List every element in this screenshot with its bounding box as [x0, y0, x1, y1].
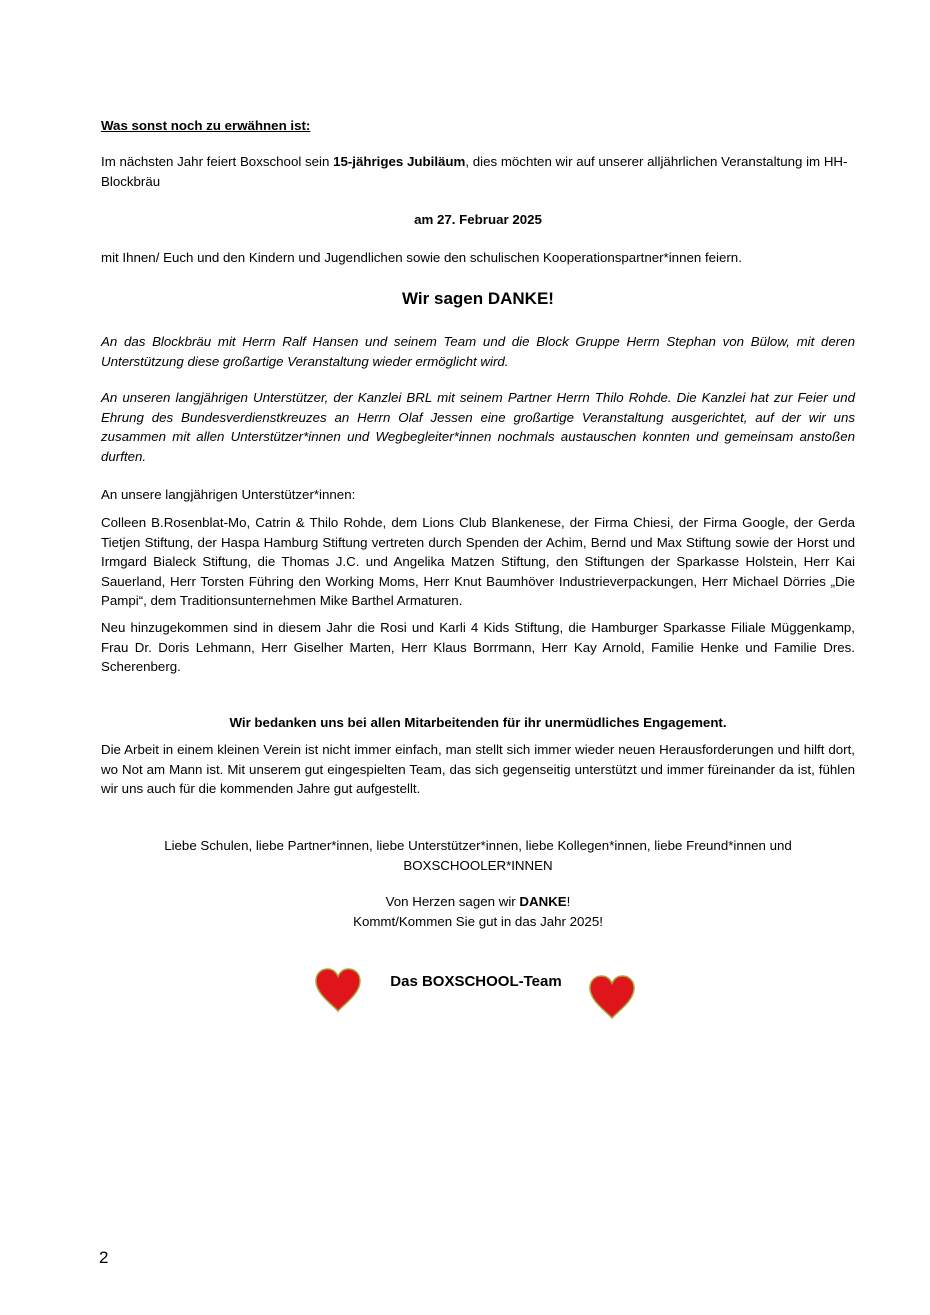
celebrate-line: mit Ihnen/ Euch und den Kindern und Jugendlichen sowie den schulischen Kooperationspartner*innen feiern. — [101, 250, 742, 265]
page-number: 2 — [99, 1248, 109, 1267]
new-supporters: Neu hinzugekommen sind in diesem Jahr die Rosi und Karli 4 Kids Stiftung, die Hamburger Sparkasse Filiale Müggenkamp, Frau Dr. Doris Lehmann, Herr Giselher Marten, Herr Klaus Borrmann, Herr Kay Arnold, Familie Henke und Familie Dres. Scherenberg. — [101, 620, 855, 674]
thanks-title-block — [101, 287, 855, 311]
thanks-blockbraeu-block — [101, 332, 855, 371]
thanks-blockbraeu: An das Blockbräu mit Herrn Ralf Hansen und seinem Team und die Block Gruppe Herrn Stephan von Bülow, mit deren Unterstützung diese großartige Veranstaltung wieder ermöglicht wird. — [101, 334, 855, 369]
greeting-block — [101, 836, 855, 875]
thanks-kanzlei-block — [101, 388, 855, 466]
staff-text-block — [101, 740, 855, 799]
heart-icon-right — [588, 974, 636, 1020]
staff-heading: Wir bedanken uns bei allen Mitarbeitenden für ihr unermüdliches Engagement. — [229, 715, 727, 730]
event-date: am 27. Februar 2025 — [414, 212, 542, 227]
thanks-title: Wir sagen DANKE! — [402, 289, 554, 308]
closing-danke: DANKE — [519, 894, 567, 909]
section-heading-block — [101, 116, 855, 136]
anniversary-text-post: , dies möchten wir auf unserer alljährlichen Veranstaltung im HH-Blockbräu — [101, 154, 848, 189]
thanks-kanzlei: An unseren langjährigen Unterstützer, der Kanzlei BRL mit seinem Partner Herrn Thilo Rohde. Die Kanzlei hat zur Feier und Ehrung des Bundesverdienstkreuzes an Herrn Olaf Jessen eine großartige Veranstaltung ausgerichtet, auf der wir uns zusammen mit allen Unterstützer*innen und Wegbegleiter*innen nochmals austauschen konnten und gemeinsam anstoßen durften. — [101, 390, 855, 464]
supporters-list-block — [101, 513, 855, 611]
closing-block — [101, 892, 855, 931]
section-heading: Was sonst noch zu erwähnen ist: — [101, 118, 311, 133]
signature: Das BOXSCHOOL-Team — [390, 973, 562, 990]
supporters-list: Colleen B.Rosenblat-Mo, Catrin & Thilo Rohde, dem Lions Club Blankenese, der Firma Chiesi, der Firma Google, der Gerda Tietjen Stiftung, der Haspa Hamburg Stiftung vertreten durch Spenden der Achim, Bernd und Max Stiftung sowie der Horst und Irmgard Bialeck Stiftung, die Thomas J.C. und Angelika Matzen Stiftung, den Stiftungen der Sparkasse Holstein, Herr Kai Sauerland, Herr Torsten Führing den Working Moms, Herr Knut Baumhöver Industrieverpackungen, Herr Michael Dörries „Die Pampi“, dem Traditionsunternehmen Mike Barthel Armaturen. — [101, 515, 855, 608]
closing-text-pre: Von Herzen sagen wir — [385, 894, 520, 909]
staff-text: Die Arbeit in einem kleinen Verein ist nicht immer einfach, man stellt sich immer wieder neuen Herausforderungen und hilft dort, wo Not am Mann ist. Mit unserem gut eingespielten Team, das sich gegenseitig unterstützt und immer füreinander da ist, fühlen wir uns auch für die kommenden Jahre gut aufgestellt. — [101, 742, 855, 796]
anniversary-highlight: 15-jähriges Jubiläum — [333, 154, 466, 169]
closing-line-2: Kommt/Kommen Sie gut in das Jahr 2025! — [353, 913, 603, 929]
date-block — [101, 210, 855, 230]
anniversary-text-pre: Im nächsten Jahr feiert Boxschool sein — [101, 154, 334, 169]
celebrate-block — [101, 248, 855, 268]
supporters-intro: An unsere langjährigen Unterstützer*innen: — [101, 487, 356, 502]
staff-heading-block — [101, 713, 855, 733]
greeting-line-1: Liebe Schulen, liebe Partner*innen, liebe Unterstützer*innen, liebe Kollegen*innen, liebe Freund*innen und — [164, 838, 792, 853]
supporters-intro-block — [101, 485, 855, 505]
anniversary-paragraph — [101, 152, 855, 191]
greeting-line-2: BOXSCHOOLER*INNEN — [403, 857, 553, 873]
new-supporters-block — [101, 618, 855, 677]
closing-text-post: ! — [566, 894, 571, 909]
